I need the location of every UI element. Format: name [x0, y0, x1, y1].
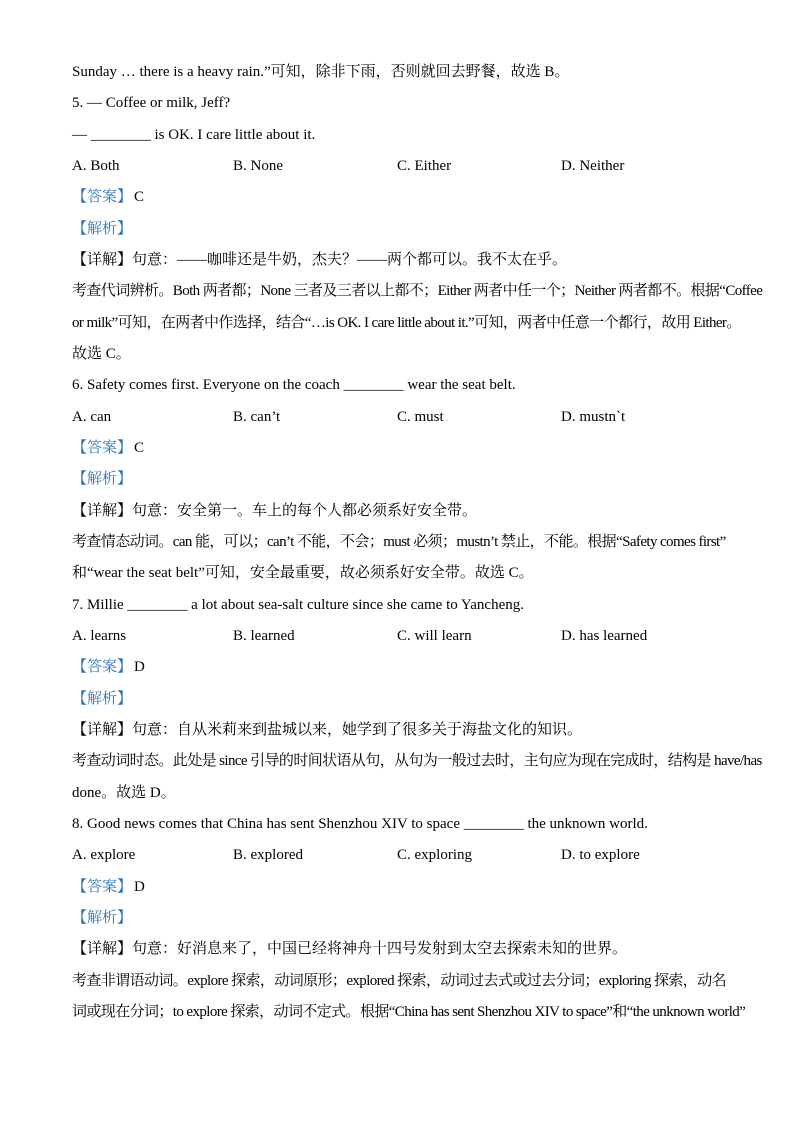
analysis-label: 【解析】: [72, 909, 133, 926]
options-row: [72, 402, 725, 433]
explanation-line: 考查代词辨析。Both 两者都；None 三者及三者以上都不；Either 两者中任一个；Neither 两者都不。根据“Coffee: [72, 283, 763, 300]
carryover-explanation-line: Sunday … there is a heavy rain.”可知，除非下雨，否则就回去野餐，故选 B。: [72, 64, 570, 80]
question-block-8: [72, 809, 746, 1028]
analysis-line: [72, 464, 725, 495]
answer-value: C: [134, 439, 145, 456]
question-stem-continued: — ________ is OK. I care little about it.: [72, 126, 316, 143]
analysis-line: [72, 684, 725, 715]
option-a: A. explore: [72, 847, 136, 864]
answer-line: [72, 652, 725, 683]
explanation-line: or milk”可知，在两者中作选择，结合“…is OK. I care little about it.”可知，两者中任意一个都行，故用 Either。: [72, 314, 741, 331]
options-row: [72, 840, 725, 871]
option-d: D. Neither: [561, 157, 625, 174]
question-block-7: [72, 590, 762, 809]
option-a: A. can: [72, 408, 112, 425]
option-d: D. to explore: [561, 847, 640, 864]
option-d: D. mustn`t: [561, 408, 626, 425]
explanation-line: 考查动词时态。此处是 since 引导的时间状语从句，从句为一般过去时，主句应为现在完成时，结构是 have/has: [72, 753, 762, 770]
option-b: B. explored: [233, 847, 303, 864]
analysis-label: 【解析】: [72, 690, 133, 707]
answer-label: 【答案】: [72, 659, 133, 676]
question-block-5: [72, 88, 763, 370]
option-a: A. learns: [72, 627, 127, 644]
explanation-line: 【详解】句意：——咖啡还是牛奶，杰夫？——两个都可以。我不太在乎。: [72, 251, 568, 268]
answer-value: C: [134, 189, 145, 206]
option-b: B. None: [233, 157, 283, 174]
explanation-line: 考查非谓语动词。explore 探索，动词原形；explored 探索，动词过去式或过去分词；exploring 探索，动名: [72, 972, 726, 989]
explanation-line: 【详解】句意：好消息来了，中国已经将神舟十四号发射到太空去探索未知的世界。: [72, 941, 628, 958]
answer-value: D: [134, 659, 145, 676]
option-c: C. exploring: [397, 847, 472, 864]
answer-line: [72, 182, 725, 213]
answer-label: 【答案】: [72, 189, 133, 206]
option-c: C. Either: [397, 157, 452, 174]
option-d: D. has learned: [561, 627, 648, 644]
explanation-line: 词或现在分词；to explore 探索，动词不定式。根据“China has sent Shenzhou XIV to space”和“the unknown world”: [72, 1003, 746, 1020]
options-row: [72, 151, 725, 182]
option-b: B. can’t: [233, 408, 281, 425]
answer-line: [72, 433, 725, 464]
explanation-line: 【详解】句意：安全第一。车上的每个人都必须系好安全带。: [72, 502, 478, 519]
question-stem: 6. Safety comes first. Everyone on the coach ________ wear the seat belt.: [72, 377, 516, 394]
explanation-line: 考查情态动词。can 能，可以；can’t 不能，不会；must 必须；mustn’t 禁止，不能。根据“Safety comes first”: [72, 533, 726, 550]
question-stem: 7. Millie ________ a lot about sea-salt culture since she came to Yancheng.: [72, 596, 524, 613]
option-a: A. Both: [72, 157, 120, 174]
answer-line: [72, 872, 725, 903]
option-c: C. must: [397, 408, 444, 425]
question-stem: 5. — Coffee or milk, Jeff?: [72, 95, 231, 112]
option-c: C. will learn: [397, 627, 472, 644]
answer-label: 【答案】: [72, 878, 133, 895]
option-b: B. learned: [233, 627, 295, 644]
options-row: [72, 621, 725, 652]
analysis-label: 【解析】: [72, 220, 133, 237]
analysis-line: [72, 903, 725, 934]
explanation-line: 和“wear the seat belt”可知，安全最重要，故必须系好安全带。故选 C。: [72, 565, 534, 582]
explanation-line: 故选 C。: [72, 345, 131, 362]
answer-label: 【答案】: [72, 439, 133, 456]
answer-value: D: [134, 878, 145, 895]
explanation-line: 【详解】句意：自从米莉来到盐城以来，她学到了很多关于海盐文化的知识。: [72, 721, 583, 738]
question-stem: 8. Good news comes that China has sent Shenzhou XIV to space ________ the unknown world.: [72, 815, 648, 832]
analysis-line: [72, 214, 725, 245]
analysis-label: 【解析】: [72, 471, 133, 488]
question-block-6: [72, 370, 725, 589]
explanation-line: done。故选 D。: [72, 784, 176, 801]
document-content: [72, 57, 763, 1028]
